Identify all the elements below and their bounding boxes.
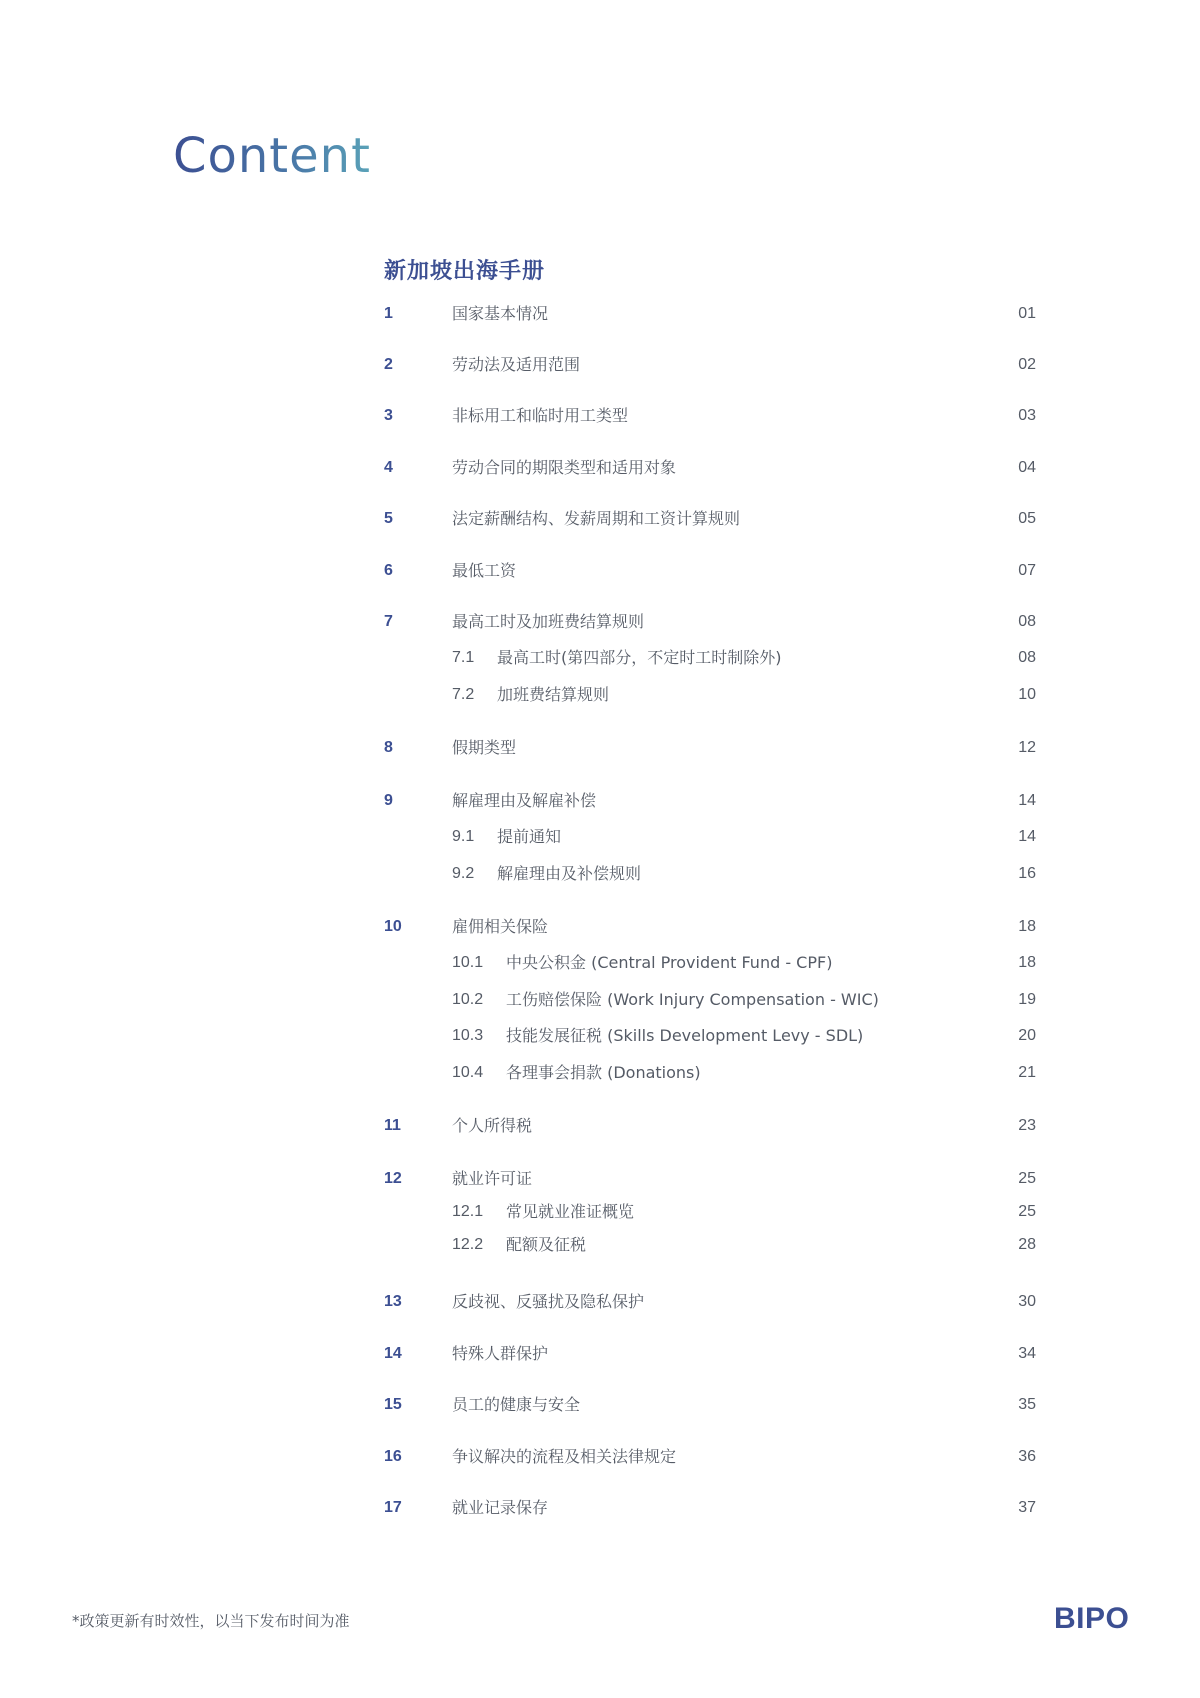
toc-page-number: 14 bbox=[1018, 828, 1036, 845]
toc-entry[interactable] bbox=[384, 1114, 1036, 1138]
toc-number: 14 bbox=[384, 1345, 402, 1362]
toc-label: 个人所得税 bbox=[452, 1116, 533, 1135]
toc-number: 9 bbox=[384, 792, 393, 809]
toc-page-number: 21 bbox=[1018, 1064, 1036, 1081]
footnote: *政策更新有时效性，以当下发布时间为准 bbox=[72, 1612, 350, 1630]
toc-label: 最低工资 bbox=[452, 561, 517, 580]
toc-label: 解雇理由及解雇补偿 bbox=[452, 791, 597, 810]
toc-label: 加班费结算规则 bbox=[497, 685, 610, 704]
toc-page-number: 02 bbox=[1018, 356, 1036, 373]
toc-entry[interactable] bbox=[384, 1342, 1036, 1366]
toc-label: 争议解决的流程及相关法律规定 bbox=[452, 1447, 677, 1466]
toc-page-number: 08 bbox=[1018, 649, 1036, 666]
toc-number: 13 bbox=[384, 1293, 402, 1310]
toc-page-number: 12 bbox=[1018, 739, 1036, 756]
toc-number: 10.3 bbox=[452, 1027, 484, 1044]
toc-label: 解雇理由及补偿规则 bbox=[497, 864, 642, 883]
toc-entry[interactable] bbox=[384, 789, 1036, 813]
toc-number: 10.2 bbox=[452, 991, 484, 1008]
toc-subentry[interactable] bbox=[384, 1233, 1036, 1257]
toc-number: 11 bbox=[384, 1117, 401, 1134]
toc-page-number: 25 bbox=[1018, 1203, 1036, 1220]
toc-page-number: 23 bbox=[1018, 1117, 1036, 1134]
toc-label: 非标用工和临时用工类型 bbox=[452, 406, 629, 425]
toc-page-number: 25 bbox=[1018, 1170, 1036, 1187]
toc-page-number: 34 bbox=[1018, 1345, 1036, 1362]
toc-label: 工伤赔偿保险 (Work Injury Compensation - WIC) bbox=[506, 990, 879, 1009]
toc-number: 7.2 bbox=[452, 686, 475, 703]
toc-entry[interactable] bbox=[384, 1167, 1036, 1191]
toc-page-number: 03 bbox=[1018, 407, 1036, 424]
toc-number: 6 bbox=[384, 562, 393, 579]
toc-number: 15 bbox=[384, 1396, 402, 1413]
toc-entry[interactable] bbox=[384, 302, 1036, 326]
toc-page-number: 14 bbox=[1018, 792, 1036, 809]
bipo-logo: BIPO bbox=[1054, 1602, 1130, 1635]
toc-number: 17 bbox=[384, 1499, 402, 1516]
toc-page-number: 01 bbox=[1018, 305, 1036, 322]
toc-label: 假期类型 bbox=[452, 738, 517, 757]
toc-subentry[interactable] bbox=[384, 646, 1036, 670]
toc-number: 9.1 bbox=[452, 828, 475, 845]
toc-number: 10 bbox=[384, 918, 402, 935]
toc-entry[interactable] bbox=[384, 1393, 1036, 1417]
toc-number: 8 bbox=[384, 739, 393, 756]
toc-entry[interactable] bbox=[384, 610, 1036, 634]
toc-subentry[interactable] bbox=[384, 951, 1036, 975]
toc-number: 12.1 bbox=[452, 1203, 484, 1220]
toc-label: 反歧视、反骚扰及隐私保护 bbox=[452, 1292, 645, 1311]
toc-label: 雇佣相关保险 bbox=[452, 917, 549, 936]
toc-page-number: 16 bbox=[1018, 865, 1036, 882]
toc-label: 劳动法及适用范围 bbox=[452, 355, 581, 374]
toc-page-number: 30 bbox=[1018, 1293, 1036, 1310]
toc-entry[interactable] bbox=[384, 915, 1036, 939]
toc-entry[interactable] bbox=[384, 404, 1036, 428]
toc-page-number: 37 bbox=[1018, 1499, 1036, 1516]
toc-page-number: 04 bbox=[1018, 459, 1036, 476]
toc-number: 4 bbox=[384, 459, 393, 476]
toc-number: 3 bbox=[384, 407, 393, 424]
toc-number: 9.2 bbox=[452, 865, 475, 882]
toc-label: 最高工时(第四部分，不定时工时制除外) bbox=[497, 648, 782, 667]
toc-page-number: 36 bbox=[1018, 1448, 1036, 1465]
toc-label: 就业许可证 bbox=[452, 1169, 533, 1188]
toc-subentry[interactable] bbox=[384, 1024, 1036, 1048]
toc-number: 2 bbox=[384, 356, 393, 373]
page-title: Content bbox=[173, 128, 371, 184]
toc-entry[interactable] bbox=[384, 1445, 1036, 1469]
toc-page-number: 07 bbox=[1018, 562, 1036, 579]
toc-subentry[interactable] bbox=[384, 988, 1036, 1012]
toc-entry[interactable] bbox=[384, 353, 1036, 377]
toc-page-number: 19 bbox=[1018, 991, 1036, 1008]
toc-label: 各理事会捐款 (Donations) bbox=[506, 1063, 701, 1082]
toc-page-number: 35 bbox=[1018, 1396, 1036, 1413]
toc-entry[interactable] bbox=[384, 507, 1036, 531]
toc-page-number: 10 bbox=[1018, 686, 1036, 703]
toc-subentry[interactable] bbox=[384, 1200, 1036, 1224]
toc-number: 12.2 bbox=[452, 1236, 484, 1253]
toc-subentry[interactable] bbox=[384, 1061, 1036, 1085]
toc-label: 中央公积金 (Central Provident Fund - CPF) bbox=[506, 953, 833, 972]
toc-label: 技能发展征税 (Skills Development Levy - SDL) bbox=[506, 1026, 864, 1045]
toc-label: 法定薪酬结构、发薪周期和工资计算规则 bbox=[452, 509, 741, 528]
toc-subentry[interactable] bbox=[384, 825, 1036, 849]
toc-entry[interactable] bbox=[384, 1290, 1036, 1314]
toc-number: 16 bbox=[384, 1448, 402, 1465]
toc-subentry[interactable] bbox=[384, 862, 1036, 886]
toc-entry[interactable] bbox=[384, 559, 1036, 583]
toc-label: 配额及征税 bbox=[506, 1235, 587, 1254]
toc-subentry[interactable] bbox=[384, 683, 1036, 707]
toc-entry[interactable] bbox=[384, 1496, 1036, 1520]
toc-page-number: 08 bbox=[1018, 613, 1036, 630]
toc-number: 7 bbox=[384, 613, 393, 630]
toc-label: 最高工时及加班费结算规则 bbox=[452, 612, 645, 631]
toc-label: 常见就业准证概览 bbox=[506, 1202, 635, 1221]
toc-label: 员工的健康与安全 bbox=[452, 1395, 581, 1414]
toc-label: 国家基本情况 bbox=[452, 304, 549, 323]
toc-page-number: 18 bbox=[1018, 954, 1036, 971]
toc-number: 10.1 bbox=[452, 954, 484, 971]
toc-page-number: 20 bbox=[1018, 1027, 1036, 1044]
toc-page-number: 05 bbox=[1018, 510, 1036, 527]
toc-entry[interactable] bbox=[384, 736, 1036, 760]
toc-number: 12 bbox=[384, 1170, 402, 1187]
toc-entry[interactable] bbox=[384, 456, 1036, 480]
toc-number: 5 bbox=[384, 510, 393, 527]
toc-page-number: 28 bbox=[1018, 1236, 1036, 1253]
toc-label: 劳动合同的期限类型和适用对象 bbox=[452, 458, 677, 477]
document-subtitle: 新加坡出海手册 bbox=[384, 259, 546, 284]
toc-number: 1 bbox=[384, 305, 393, 322]
toc-label: 就业记录保存 bbox=[452, 1498, 549, 1517]
toc-label: 特殊人群保护 bbox=[452, 1344, 549, 1363]
toc-label: 提前通知 bbox=[497, 827, 562, 846]
toc-page-number: 18 bbox=[1018, 918, 1036, 935]
toc-number: 7.1 bbox=[452, 649, 475, 666]
toc-number: 10.4 bbox=[452, 1064, 484, 1081]
